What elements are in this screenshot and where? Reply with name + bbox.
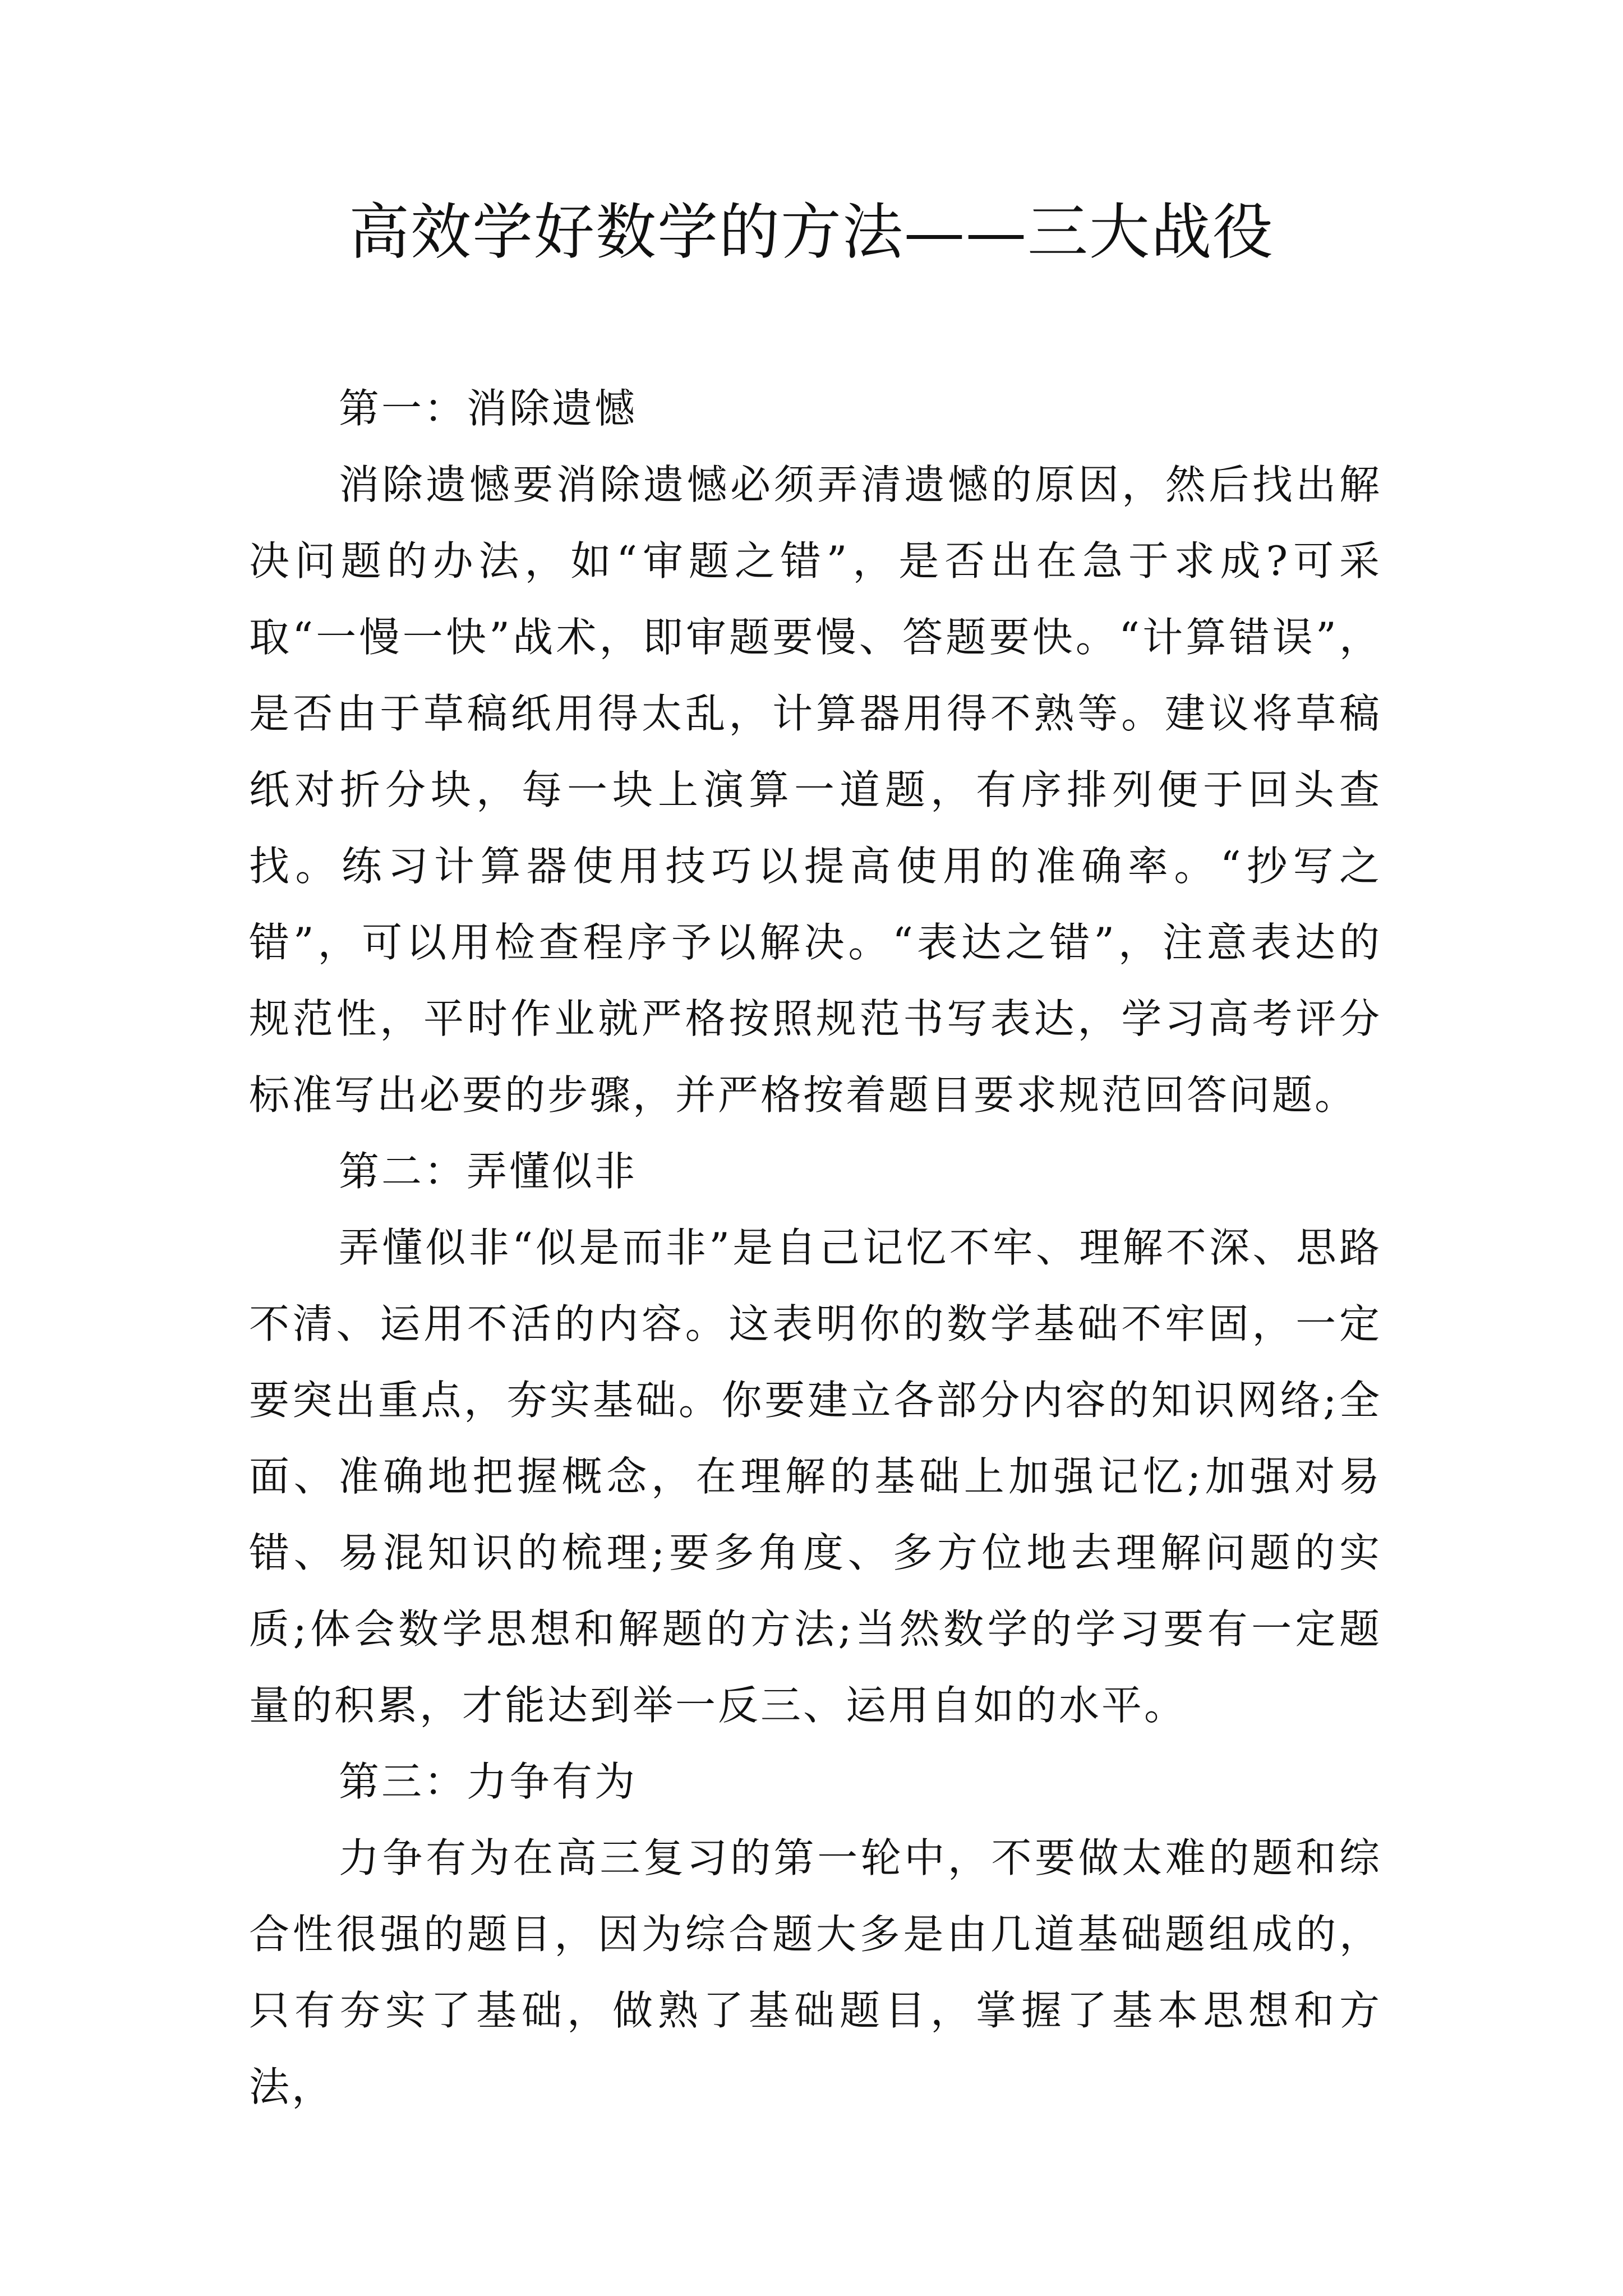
section-heading: 第一：消除遗憾: [339, 385, 638, 432]
document-title: 高效学好数学的方法——三大战役: [348, 197, 1274, 268]
document-body: [249, 370, 1382, 2125]
section-heading: 第二：弄懂似非: [339, 1148, 638, 1195]
section-paragraph: 弄懂似非“似是而非”是自己记忆不牢、理解不深、思路不清、运用不活的内容。这表明你的数学基础不牢固，一定要突出重点，夯实基础。你要建立各部分内容的知识网络;全面、准确地把握概念，在理解的基础上加强记忆;加强对易错、易混知识的梳理;要多角度、多方位地去理解问题的实质;体会数学思想和解题的方法;当然数学的学习要有一定题量的积累，才能达到举一反三、运用自如的水平。: [249, 1224, 1382, 1729]
section-paragraph: 消除遗憾要消除遗憾必须弄清遗憾的原因，然后找出解决问题的办法，如“审题之错”，是否出在急于求成?可采取“一慢一快”战术，即审题要慢、答题要快。“计算错误”，是否由于草稿纸用得太乱，计算器用得不熟等。建议将草稿纸对折分块，每一块上演算一道题，有序排列便于回头查找。练习计算器使用技巧以提高使用的准确率。“抄写之错”，可以用检查程序予以解决。“表达之错”，注意表达的规范性，平时作业就严格按照规范书写表达，学习高考评分标准写出必要的步骤，并严格按着题目要求规范回答问题。: [249, 461, 1382, 1119]
section-heading: 第三：力争有为: [339, 1758, 638, 1805]
section-paragraph: 力争有为在高三复习的第一轮中，不要做太难的题和综合性很强的题目，因为综合题大多是由几道基础题组成的，只有夯实了基础，做熟了基础题目，掌握了基本思想和方法，: [249, 1834, 1382, 2110]
